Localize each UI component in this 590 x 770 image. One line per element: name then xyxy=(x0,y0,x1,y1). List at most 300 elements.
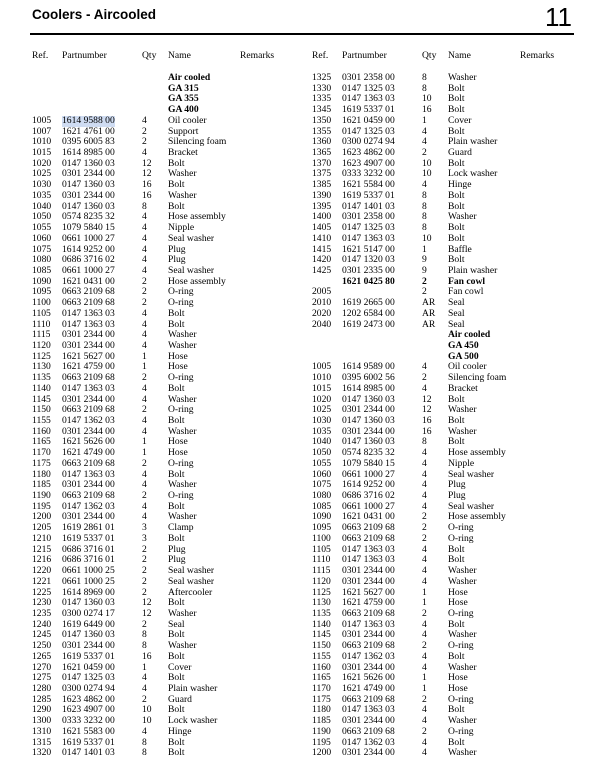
partnumber-cell: 1621 5627 00 xyxy=(62,350,115,362)
qty-cell: 12 xyxy=(142,168,152,180)
qty-cell: 9 xyxy=(422,264,427,276)
partnumber-cell: 0663 2109 68 xyxy=(342,725,395,737)
header-ref: Ref. xyxy=(32,50,49,61)
ref-cell: 1290 xyxy=(32,704,52,716)
table-row xyxy=(32,309,304,320)
name-cell: Bolt xyxy=(448,704,465,716)
ref-cell: 1075 xyxy=(32,243,52,255)
partnumber-cell: 0301 2344 00 xyxy=(62,339,115,351)
qty-cell: 4 xyxy=(142,329,147,341)
ref-cell: 1055 xyxy=(312,457,332,469)
ref-cell: 1221 xyxy=(32,575,52,587)
name-cell: Hose assembly xyxy=(448,447,506,459)
qty-cell: 4 xyxy=(142,232,147,244)
partnumber-cell: 0686 3716 02 xyxy=(342,490,395,502)
qty-cell: 4 xyxy=(142,393,147,405)
qty-cell: 10 xyxy=(142,715,152,727)
name-cell: Bolt xyxy=(448,232,465,244)
partnumber-cell: 0300 0274 94 xyxy=(342,136,395,148)
partnumber-cell: 0661 1000 27 xyxy=(62,232,115,244)
name-cell: Hose xyxy=(448,672,468,684)
ref-cell: 1360 xyxy=(312,136,332,148)
name-cell: GA 450 xyxy=(448,339,479,351)
partnumber-cell: 1621 4759 00 xyxy=(62,361,115,373)
table-row xyxy=(312,309,582,320)
name-cell: Bolt xyxy=(448,157,465,169)
partnumber-cell: 0301 2344 00 xyxy=(62,329,115,341)
qty-cell: 2 xyxy=(422,522,427,534)
name-cell: Air cooled xyxy=(168,72,211,83)
ref-cell: 1120 xyxy=(32,339,51,351)
partnumber-cell: 0147 1360 03 xyxy=(62,597,115,609)
ref-cell: 1125 xyxy=(312,586,331,598)
qty-cell: 8 xyxy=(142,200,147,212)
partnumber-cell: 0301 2344 00 xyxy=(342,629,395,641)
partnumber-cell: 0147 1363 03 xyxy=(342,232,395,244)
name-cell: Seal washer xyxy=(168,232,215,244)
name-cell: Seal xyxy=(168,618,185,630)
partnumber-cell: 0147 1360 03 xyxy=(62,629,115,641)
header-name: Name xyxy=(448,50,471,61)
partnumber-cell: 1623 4907 00 xyxy=(342,157,395,169)
ref-cell: 1210 xyxy=(32,532,52,544)
ref-cell: 1355 xyxy=(312,125,332,137)
qty-cell: 8 xyxy=(142,736,147,748)
section-heading-row xyxy=(312,330,582,341)
qty-cell: 2 xyxy=(422,286,427,298)
qty-cell: 4 xyxy=(422,565,427,577)
name-cell: Bolt xyxy=(168,468,185,480)
ref-cell: 1175 xyxy=(312,693,331,705)
partnumber-cell: 1079 5840 15 xyxy=(342,457,395,469)
partnumber-cell: 0301 2344 00 xyxy=(62,189,115,201)
name-cell: Bracket xyxy=(448,382,478,394)
ref-cell: 1390 xyxy=(312,189,332,201)
partnumber-cell: 0661 1000 27 xyxy=(62,264,115,276)
name-cell: Seal washer xyxy=(168,565,215,577)
name-cell: Seal xyxy=(448,307,465,319)
partnumber-cell: 1621 0425 80 xyxy=(342,275,395,287)
qty-cell: 2 xyxy=(422,511,427,523)
partnumber-cell: 0147 1363 03 xyxy=(342,704,395,716)
partnumber-cell: 0301 2344 00 xyxy=(62,511,115,523)
qty-cell: 4 xyxy=(422,500,427,512)
ref-cell: 1230 xyxy=(32,597,52,609)
name-cell: Bolt xyxy=(168,747,185,759)
qty-cell: 4 xyxy=(142,339,147,351)
qty-cell: 4 xyxy=(422,125,427,137)
ref-cell: 1010 xyxy=(312,372,332,384)
name-cell: Bolt xyxy=(448,189,465,201)
ref-cell: 1190 xyxy=(312,725,331,737)
name-cell: Baffle xyxy=(448,243,472,255)
table-row xyxy=(312,727,582,738)
partnumber-cell: 0661 1000 27 xyxy=(342,468,395,480)
partnumber-cell: 1619 5337 01 xyxy=(62,532,115,544)
ref-cell: 1160 xyxy=(32,425,51,437)
ref-cell: 1155 xyxy=(32,415,51,426)
partnumber-cell: 0301 2344 00 xyxy=(342,661,395,673)
ref-cell: 1080 xyxy=(312,490,332,502)
name-cell: Lock washer xyxy=(168,715,218,727)
table-body xyxy=(312,73,582,759)
partnumber-cell: 1621 0431 00 xyxy=(62,275,115,287)
partnumber-cell: 1621 5627 00 xyxy=(342,586,395,598)
ref-cell: 1350 xyxy=(312,114,332,126)
ref-cell: 1320 xyxy=(32,747,52,759)
partnumber-cell: 0663 2109 68 xyxy=(62,372,115,384)
ref-cell: 1020 xyxy=(312,393,332,405)
name-cell: GA 500 xyxy=(448,350,479,362)
name-cell: Washer xyxy=(168,393,197,405)
partnumber-cell: 0663 2109 68 xyxy=(62,457,115,469)
name-cell: Washer xyxy=(168,479,197,491)
partnumber-cell: 1614 8969 00 xyxy=(62,586,115,598)
name-cell: Plug xyxy=(168,554,186,566)
partnumber-cell: 0147 1362 03 xyxy=(342,736,395,748)
ref-cell: 1410 xyxy=(312,232,332,244)
ref-cell: 1130 xyxy=(32,361,51,373)
partnumber-cell: 1621 0459 00 xyxy=(62,661,115,673)
qty-cell: 4 xyxy=(422,479,427,491)
partnumber-cell: 0663 2109 68 xyxy=(342,607,395,619)
qty-cell: 1 xyxy=(142,661,147,673)
table-row xyxy=(32,652,304,663)
name-cell: Bolt xyxy=(448,104,465,116)
qty-cell: 4 xyxy=(142,318,147,330)
qty-cell: 2 xyxy=(142,543,147,555)
qty-cell: 10 xyxy=(422,93,432,105)
name-cell: Hose xyxy=(168,447,188,459)
name-cell: Bolt xyxy=(448,93,465,105)
table-row xyxy=(32,727,304,738)
qty-cell: 16 xyxy=(142,650,152,662)
qty-cell: 4 xyxy=(142,382,147,394)
partnumber-cell: 0147 1325 03 xyxy=(342,222,395,234)
partnumber-cell: 0301 2344 00 xyxy=(342,747,395,759)
name-cell: Bolt xyxy=(168,415,185,426)
partnumber-cell: 0333 3232 00 xyxy=(342,168,395,180)
name-cell: Washer xyxy=(448,661,477,673)
ref-cell: 1405 xyxy=(312,222,332,234)
qty-cell: 2 xyxy=(142,286,147,298)
ref-cell: 1400 xyxy=(312,211,332,223)
ref-cell: 1100 xyxy=(312,532,331,544)
ref-cell: 1185 xyxy=(312,715,331,727)
partnumber-cell: 1623 4907 00 xyxy=(62,704,115,716)
name-cell: Bolt xyxy=(168,704,185,716)
qty-cell: 2 xyxy=(142,490,147,502)
ref-cell: 1007 xyxy=(32,125,52,137)
qty-cell: 2 xyxy=(142,404,147,416)
header-qty: Qty xyxy=(422,50,437,61)
qty-cell: 3 xyxy=(142,532,147,544)
name-cell: Bolt xyxy=(168,672,185,684)
name-cell: Washer xyxy=(168,640,197,652)
name-cell: Hinge xyxy=(168,725,192,737)
partnumber-cell: 0147 1363 03 xyxy=(62,318,115,330)
name-cell: Washer xyxy=(448,575,477,587)
ref-cell: 1165 xyxy=(312,672,331,684)
qty-cell: 12 xyxy=(142,157,152,169)
table-row xyxy=(32,234,304,245)
ref-cell: 1035 xyxy=(312,425,332,437)
ref-cell: 1175 xyxy=(32,457,51,469)
ref-cell: 1015 xyxy=(312,382,332,394)
partnumber-cell: 1202 6584 00 xyxy=(342,307,395,319)
ref-cell: 1120 xyxy=(312,575,331,587)
table-row xyxy=(32,459,304,470)
name-cell: Hinge xyxy=(448,179,472,191)
table-row xyxy=(32,116,304,127)
qty-cell: 8 xyxy=(422,211,427,223)
partnumber-cell: 0147 1401 03 xyxy=(62,747,115,759)
partnumber-cell: 0147 1360 03 xyxy=(342,436,395,448)
partnumber-cell: 0301 2358 00 xyxy=(342,211,395,223)
partnumber-cell: 1621 5583 00 xyxy=(62,725,115,737)
partnumber-cell: 0147 1363 03 xyxy=(342,543,395,555)
partnumber-cell: 1619 2861 01 xyxy=(62,522,115,534)
qty-cell: 4 xyxy=(142,500,147,512)
qty-cell: 2 xyxy=(142,618,147,630)
ref-cell: 1040 xyxy=(32,200,52,212)
ref-cell: 1040 xyxy=(312,436,332,448)
partnumber-cell: 1614 8985 00 xyxy=(62,147,115,159)
name-cell: Hose xyxy=(168,436,188,448)
name-cell: Seal xyxy=(448,318,465,330)
qty-cell: 2 xyxy=(422,693,427,705)
ref-cell: 1185 xyxy=(32,479,51,491)
ref-cell: 1205 xyxy=(32,522,52,534)
table-row xyxy=(312,234,582,245)
qty-cell: 8 xyxy=(142,640,147,652)
qty-cell: 8 xyxy=(142,629,147,641)
name-cell: Bolt xyxy=(448,650,465,662)
header-qty: Qty xyxy=(142,50,157,61)
partnumber-cell: 1621 4749 00 xyxy=(342,682,395,694)
ref-cell: 1025 xyxy=(312,404,332,416)
qty-cell: 16 xyxy=(142,179,152,191)
ref-cell: 1090 xyxy=(32,275,52,287)
ref-cell: 1100 xyxy=(32,297,51,309)
partnumber-cell: 0301 2344 00 xyxy=(62,425,115,437)
partnumber-cell: 0661 1000 27 xyxy=(342,500,395,512)
qty-cell: 4 xyxy=(142,222,147,234)
ref-cell: 1280 xyxy=(32,682,52,694)
page-number: 11 xyxy=(545,2,572,32)
partnumber-cell: 1079 5840 15 xyxy=(62,222,115,234)
partnumber-cell: 1621 4761 00 xyxy=(62,125,115,137)
name-cell: Guard xyxy=(168,693,192,705)
ref-cell: 1150 xyxy=(32,404,51,416)
qty-cell: 4 xyxy=(142,415,147,426)
qty-cell: 4 xyxy=(422,629,427,641)
qty-cell: 4 xyxy=(422,361,427,373)
name-cell: Bolt xyxy=(168,157,185,169)
name-cell: GA 315 xyxy=(168,82,199,94)
ref-cell: 1090 xyxy=(312,511,332,523)
qty-cell: 4 xyxy=(142,725,147,737)
name-cell: Seal washer xyxy=(448,500,495,512)
ref-cell: 1200 xyxy=(312,747,332,759)
qty-cell: 4 xyxy=(142,511,147,523)
qty-cell: 4 xyxy=(142,147,147,159)
qty-cell: 1 xyxy=(142,436,147,448)
ref-cell: 1145 xyxy=(32,393,51,405)
qty-cell: 2 xyxy=(422,275,427,287)
qty-cell: 8 xyxy=(422,222,427,234)
table-row xyxy=(32,577,304,588)
partnumber-cell: 0574 8235 32 xyxy=(62,211,115,223)
partnumber-cell: 1619 5337 01 xyxy=(342,104,395,116)
name-cell: Washer xyxy=(168,329,197,341)
qty-cell: 4 xyxy=(422,543,427,555)
qty-cell: 4 xyxy=(422,447,427,459)
ref-cell: 1250 xyxy=(32,640,52,652)
qty-cell: 2 xyxy=(142,575,147,587)
ref-cell: 2040 xyxy=(312,318,332,330)
qty-cell: 8 xyxy=(142,747,147,759)
name-cell: Hose xyxy=(168,361,188,373)
name-cell: O-ring xyxy=(448,725,474,737)
ref-cell: 1240 xyxy=(32,618,52,630)
ref-cell: 1180 xyxy=(312,704,331,716)
partnumber-cell: 1621 5584 00 xyxy=(342,179,395,191)
name-cell: O-ring xyxy=(448,522,474,534)
partnumber-cell: 0147 1360 03 xyxy=(62,157,115,169)
ref-cell: 1245 xyxy=(32,629,52,641)
name-cell: Bolt xyxy=(448,543,465,555)
partnumber-cell: 1619 5337 01 xyxy=(62,650,115,662)
ref-cell: 1130 xyxy=(312,597,331,609)
name-cell: O-ring xyxy=(168,490,194,502)
header-rule xyxy=(30,33,574,35)
table-header xyxy=(312,51,582,62)
partnumber-cell: 0147 1362 03 xyxy=(62,500,115,512)
name-cell: GA 400 xyxy=(168,104,199,116)
partnumber-cell: 1621 5626 00 xyxy=(342,672,395,684)
qty-cell: 10 xyxy=(422,157,432,169)
ref-cell: 1020 xyxy=(32,157,52,169)
partnumber-cell: 0301 2335 00 xyxy=(342,264,395,276)
qty-cell: 16 xyxy=(422,104,432,116)
qty-cell: 4 xyxy=(142,672,147,684)
partnumber-cell: 0147 1363 03 xyxy=(342,554,395,566)
name-cell: Bolt xyxy=(168,597,185,609)
ref-cell: 1310 xyxy=(32,725,52,737)
qty-cell: 4 xyxy=(422,661,427,673)
table-row xyxy=(32,384,304,395)
name-cell: Plug xyxy=(168,543,186,555)
name-cell: Hose assembly xyxy=(168,211,226,223)
ref-cell: 1145 xyxy=(312,629,331,641)
parts-table-left xyxy=(32,51,304,759)
partnumber-cell: 0301 2344 00 xyxy=(62,168,115,180)
partnumber-cell: 0686 3716 02 xyxy=(62,254,115,266)
qty-cell: 1 xyxy=(142,361,147,373)
partnumber-cell: 1619 2473 00 xyxy=(342,318,395,330)
name-cell: Bolt xyxy=(448,618,465,630)
ref-cell: 1015 xyxy=(32,147,52,159)
qty-cell: 2 xyxy=(142,693,147,705)
ref-cell: 1275 xyxy=(32,672,52,684)
ref-cell: 2020 xyxy=(312,307,332,319)
partnumber-cell: 0147 1362 03 xyxy=(342,650,395,662)
qty-cell: 1 xyxy=(422,682,427,694)
ref-cell: 1005 xyxy=(32,114,52,126)
qty-cell: 10 xyxy=(142,704,152,716)
qty-cell: 4 xyxy=(422,715,427,727)
qty-cell: 9 xyxy=(422,254,427,266)
partnumber-cell: 0147 1360 03 xyxy=(342,415,395,426)
qty-cell: 1 xyxy=(422,597,427,609)
name-cell: Bolt xyxy=(168,736,185,748)
qty-cell: 4 xyxy=(422,490,427,502)
qty-cell: 3 xyxy=(142,522,147,534)
partnumber-cell: 1619 5337 01 xyxy=(342,189,395,201)
partnumber-cell: 0395 6005 83 xyxy=(62,136,115,148)
name-cell: Bolt xyxy=(168,500,185,512)
qty-cell: 2 xyxy=(422,607,427,619)
qty-cell: 4 xyxy=(142,243,147,255)
partnumber-cell: 0661 1000 25 xyxy=(62,565,115,577)
ref-cell: 1135 xyxy=(312,607,331,619)
name-cell: Seal washer xyxy=(448,468,495,480)
qty-cell: 12 xyxy=(422,404,432,416)
name-cell: Hose xyxy=(448,682,468,694)
qty-cell: 8 xyxy=(422,82,427,94)
partnumber-cell: 0147 1325 03 xyxy=(62,672,115,684)
ref-cell: 1030 xyxy=(32,179,52,191)
partnumber-cell: 0663 2109 68 xyxy=(62,286,115,298)
partnumber-cell: 0300 0274 94 xyxy=(62,682,115,694)
qty-cell: 2 xyxy=(422,147,427,159)
qty-cell: 4 xyxy=(142,254,147,266)
table-row xyxy=(312,384,582,395)
name-cell: Bolt xyxy=(168,382,185,394)
name-cell: Seal washer xyxy=(168,575,215,587)
name-cell: Plain washer xyxy=(448,136,498,148)
partnumber-cell: 1621 5626 00 xyxy=(62,436,115,448)
ref-cell: 1105 xyxy=(32,307,51,319)
ref-cell: 1050 xyxy=(32,211,52,223)
ref-cell: 1385 xyxy=(312,179,332,191)
table-header xyxy=(32,51,304,62)
partnumber-cell: 1614 8985 00 xyxy=(342,382,395,394)
qty-cell: 8 xyxy=(422,189,427,201)
partnumber-cell: 0686 3716 01 xyxy=(62,543,115,555)
qty-cell: 2 xyxy=(142,372,147,384)
name-cell: Seal xyxy=(448,297,465,309)
partnumber-cell: 0686 3716 01 xyxy=(62,554,115,566)
ref-cell: 1225 xyxy=(32,586,52,598)
ref-cell: 1010 xyxy=(32,136,52,148)
partnumber-cell: 0574 8235 32 xyxy=(342,447,395,459)
name-cell: Air cooled xyxy=(448,329,491,341)
ref-cell: 1050 xyxy=(312,447,332,459)
name-cell: O-ring xyxy=(168,457,194,469)
qty-cell: 4 xyxy=(142,114,147,126)
qty-cell: 16 xyxy=(422,415,432,426)
header-partnumber: Partnumber xyxy=(342,50,387,61)
partnumber-cell: 0663 2109 68 xyxy=(342,640,395,652)
ref-cell: 1170 xyxy=(32,447,51,459)
name-cell: Washer xyxy=(448,565,477,577)
header-name: Name xyxy=(168,50,191,61)
header-ref: Ref. xyxy=(312,50,329,61)
ref-cell: 1150 xyxy=(312,640,331,652)
ref-cell: 1160 xyxy=(312,661,331,673)
